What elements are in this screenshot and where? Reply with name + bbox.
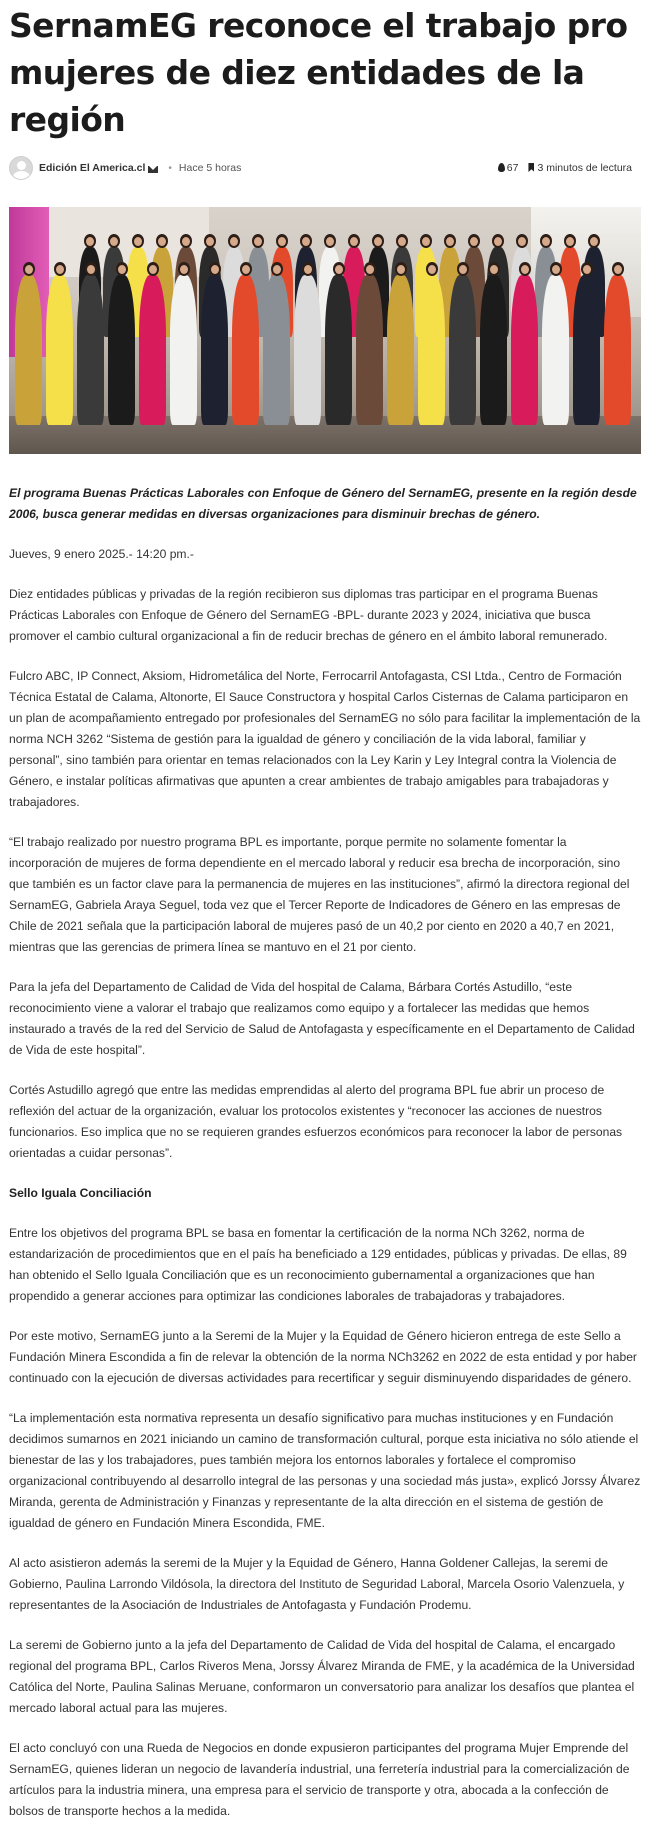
separator-dot: • [168,162,172,174]
photo-person [15,275,42,425]
author-link[interactable]: Edición El America.cl [39,162,146,174]
photo-person-face [494,237,502,246]
photo-person-face [459,265,467,274]
article-paragraph: Por este motivo, SernamEG junto a la Seremi de la Mujer y la Equidad de Género hicieron entrega de este Sello a Fundación Minera Escondida a fin de relevar la obtención de la norma NCh3262 en 2022 de esta entidad y por haber continuado con la ejecución de diversas actividades para recertificar y seguir disminuyendo disparidades de género. [9,1329,637,1385]
photo-person-face [590,237,598,246]
article-paragraph: Fulcro ABC, IP Connect, Aksiom, Hidrometálica del Norte, Ferrocarril Antofagasta, CSI Ltda., Centro de Formación Técnica Estatal de Calama, Altonorte, El Sauce Constructora y hospital Carlos Cisternas de Calama participaron en un plan de acompañamiento entregado por profesionales del SernamEG no sólo para facilitar la implementación de la norma NCH 3262 “Sistema de gestión para la igualdad de género y conciliación de la vida laboral, familiar y personal”, sino también para orientar en temas relacionados con la Ley Karin y Ley Integral contra la Violencia de Género, e instalar políticas afirmativas que apunten a crear ambientes de trabajo amigables para trabajadoras y trabajadores. [9,669,641,809]
photo-person-face [211,265,219,274]
photo-person [573,275,600,425]
photo-person-face [566,237,574,246]
photo-person [232,275,259,425]
photo-person [480,275,507,425]
photo-person [604,275,631,425]
article-paragraph: El acto concluyó con una Rueda de Negocios en donde expusieron participantes del programa Mujer Emprende del SernamEG, quienes lideran un negocio de lavandería industrial, una ferretería industrial para la comercialización de artículos para la industria minera, una empresa para el servicio de transporte y otra, abocada a la confección de bolsos de transporte hechos a la medida. [9,1741,630,1818]
photo-person-face [149,265,157,274]
read-time-value: 3 minutos de lectura [537,162,632,174]
photo-person [449,275,476,425]
article-paragraph: “La implementación esta normativa representa un desafío significativo para muchas instituciones y en Fundación decidimos sumarnos en 2021 iniciando un camino de transformación cultural, porque esta iniciativa no sólo atiende el bienestar de las y los trabajadores, pues también mejora los entornos laborales y fortalece el compromiso organizacional contribuyendo al desarrollo integral de las personas y una sociedad más justa», explicó Jorssy Álvarez Miranda, gerenta de Administración y Finanzas y representante de la alta dirección en el sistema de gestión de igualdad de género en Fundación Minera Escondida, FME. [9,1411,641,1530]
photo-person [77,275,104,425]
photo-person-face [614,265,622,274]
photo-person [139,275,166,425]
photo-person-face [374,237,382,246]
article-dateline: Jueves, 9 enero 2025.- 14:20 pm.- [9,547,194,561]
photo-person [387,275,414,425]
flame-icon [498,163,505,172]
photo-person-face [521,265,529,274]
photo-person-face [470,237,478,246]
photo-person-face [518,237,526,246]
photo-person-face [397,265,405,274]
article-title: SernamEG reconoce el trabajo pro mujeres de diez entidades de la región [9,6,628,139]
section-heading: Sello Iguala Conciliación [9,1186,152,1200]
photo-person [263,275,290,425]
photo-person-face [56,265,64,274]
article-photo [9,207,641,454]
photo-person-face [542,237,550,246]
photo-person-face [180,265,188,274]
user-avatar-icon[interactable] [9,156,33,180]
photo-person-face [118,265,126,274]
photo-person-face [134,237,142,246]
article-paragraph: Cortés Astudillo agregó que entre las medidas emprendidas al alerto del programa BPL fue abrir un proceso de reflexión del actuar de la organización, evaluar los protocolos existentes y “reconocer las acciones de nuestros funcionarios. Eso implica que no se requieren grandes esfuerzos económicos para reconocer la labor de personas orientadas a cuidar personas”. [9,1083,623,1160]
photo-person-face [446,237,454,246]
photo-person-face [254,237,262,246]
photo-person-face [278,237,286,246]
photo-person-face [304,265,312,274]
photo-person-face [326,237,334,246]
views-value: 67 [506,162,519,174]
photo-person-face [25,265,33,274]
photo-person-face [583,265,591,274]
photo-person [294,275,321,425]
photo-person [108,275,135,425]
article-meta [9,155,641,181]
photo-person-face [350,237,358,246]
photo-person [356,275,383,425]
photo-person [511,275,538,425]
photo-person [170,275,197,425]
photo-person-face [552,265,560,274]
photo-person-face [110,237,118,246]
photo-person [418,275,445,425]
read-time [528,162,632,174]
article-paragraph: Entre los objetivos del programa BPL se basa en fomentar la certificación de la norma NCh 3262, norma de estandarización de procedimientos que en el país ha beneficiado a 129 entidades, públicas y privadas. De ellas, 89 han obtenido el Sello Iguala Conciliación que es un reconocimiento gubernamental a organizaciones que han propendido a generar acciones para optimizar las condiciones laborales de trabajadoras y trabajadores. [9,1226,627,1303]
photo-person [201,275,228,425]
article-paragraph: Al acto asistieron además la seremi de la Mujer y la Equidad de Género, Hanna Goldener Callejas, la seremi de Gobierno, Paulina Larrondo Vildósola, la directora del Instituto de Seguridad Laboral, Marcela Osorio Valenzuela, y representantes de la Asociación de Industriales de Antofagasta y Fundación Prodemu. [9,1556,625,1612]
photo-person-face [242,265,250,274]
photo-person-face [366,265,374,274]
article-paragraph: “El trabajo realizado por nuestro programa BPL es importante, porque permite no solamente fomentar la incorporación de mujeres de forma dependiente en el mercado laboral y reducir esa brecha de incorporación, sino que también es un factor clave para la permanencia de mujeres en las instituciones”, afirmó la directora regional del SernamEG, Gabriela Araya Seguel, toda vez que el Tercer Reporte de Indicadores de Género en las empresas de Chile de 2021 señala que la participación laboral de mujeres pasó de un 40,2 por ciento en 2020 a 40,7 en 2021, mientras que las gerencias de primera línea se mantuvo en el 21 por ciento. [9,835,630,954]
bookmark-icon [528,163,534,172]
envelope-icon[interactable] [148,166,158,173]
photo-person-face [87,265,95,274]
article-lead: El programa Buenas Prácticas Laborales con Enfoque de Género del SernamEG, presente en la región desde 2006, busca generar medidas en diversas organizaciones para disminuir brechas de género. [9,486,637,521]
photo-person [46,275,73,425]
photo-person-face [273,265,281,274]
photo-person-face [428,265,436,274]
article-stats [498,162,632,174]
photo-person-face [86,237,94,246]
photo-person-face [422,237,430,246]
photo-person-face [158,237,166,246]
photo-person [542,275,569,425]
article-paragraph: Diez entidades públicas y privadas de la región recibieron sus diplomas tras participar en el programa Buenas Prácticas Laborales con Enfoque de Género del SernamEG -BPL- durante 2023 y 2024, iniciativa que busca promover el cambio cultural organizacional a fin de reducir brechas de género en el ámbito laboral remunerado. [9,587,608,643]
photo-person-face [182,237,190,246]
article-paragraph: Para la jefa del Departamento de Calidad de Vida del hospital de Calama, Bárbara Cortés Astudillo, “este reconocimiento viene a valorar el trabajo que realizamos como equipo y a fortalecer las medidas que hemos instaurado a través de la red del Servicio de Salud de Antofagasta y específicamente en el Departamento de Calidad de Vida de este hospital”. [9,980,635,1057]
article-paragraph: La seremi de Gobierno junto a la jefa del Departamento de Calidad de Vida del hospital de Calama, el encargado regional del programa BPL, Carlos Riveros Mena, Jorssy Álvarez Miranda de FME, y la académica de la Universidad Católica del Norte, Paulina Salinas Meruane, conformaron un conversatorio para analizar los desafíos que plantea el mercado laboral actual para las mujeres. [9,1638,635,1715]
photo-person-face [490,265,498,274]
photo-person-face [398,237,406,246]
publish-time: Hace 5 horas [178,162,242,174]
photo-person [325,275,352,425]
photo-person-face [302,237,310,246]
views-count [498,162,519,174]
photo-person-face [206,237,214,246]
photo-person-face [230,237,238,246]
photo-person-face [335,265,343,274]
